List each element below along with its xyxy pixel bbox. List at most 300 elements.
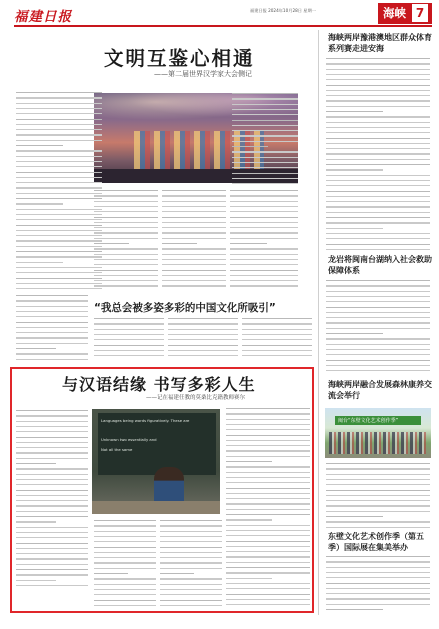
text-line [94, 573, 128, 574]
text-line [326, 588, 430, 589]
text-line [230, 206, 298, 207]
text-line [94, 201, 158, 202]
text-line [232, 141, 298, 142]
text-line [230, 201, 298, 202]
text-line [160, 525, 222, 526]
text-line [326, 185, 430, 186]
sidebar-headline-3 [328, 380, 432, 401]
text-line [16, 500, 88, 501]
text-line [16, 124, 102, 125]
text-line [232, 114, 298, 115]
text-line [232, 162, 298, 163]
text-line [94, 222, 158, 223]
text-line [326, 598, 430, 599]
text-line [94, 238, 158, 239]
text-line [230, 211, 298, 212]
text-line [230, 280, 298, 281]
text-line [326, 479, 430, 480]
text-line [16, 161, 102, 162]
text-line [230, 190, 298, 191]
text-line [326, 370, 430, 371]
text-line [226, 567, 310, 568]
text-line [16, 511, 88, 512]
text-line [242, 334, 312, 335]
text-line [226, 599, 310, 600]
page-number: 7 [412, 4, 428, 22]
text-line [226, 429, 310, 430]
text-line [16, 415, 88, 416]
text-line [160, 594, 222, 595]
sidebar-headline-1 [328, 33, 432, 54]
text-line [226, 514, 310, 515]
text-line [162, 195, 226, 196]
text-line [326, 291, 430, 292]
text-line [232, 183, 298, 184]
text-line [16, 225, 102, 226]
text-line [16, 468, 88, 469]
text-line [230, 232, 298, 233]
text-line [226, 578, 272, 579]
text-line [326, 572, 430, 573]
text-line [94, 285, 158, 286]
text-line [226, 488, 310, 489]
text-line [94, 578, 156, 579]
text-line [232, 135, 298, 136]
text-line [16, 150, 102, 151]
text-line [232, 98, 298, 99]
performer-figures [134, 131, 264, 169]
text-line [162, 217, 226, 218]
text-line [326, 338, 430, 339]
text-line [16, 300, 88, 301]
text-line [94, 350, 164, 351]
text-line [16, 442, 88, 443]
text-line [326, 238, 430, 239]
text-line [326, 527, 430, 528]
text-line [226, 583, 310, 584]
text-line [94, 264, 158, 265]
text-line [230, 195, 298, 196]
text-line [94, 275, 158, 276]
text-line [16, 580, 56, 581]
sidebar-divider [318, 30, 319, 615]
text-line [226, 519, 272, 520]
text-line [326, 322, 430, 323]
banner-text: 闽台“东壁文化艺术创作季” [338, 418, 399, 424]
text-line [168, 318, 238, 319]
text-line [230, 243, 267, 244]
text-line [232, 173, 298, 174]
text-line [94, 557, 156, 558]
text-line [168, 355, 238, 356]
text-line [162, 259, 226, 260]
text-line [226, 588, 310, 589]
text-line [232, 146, 268, 147]
text-line [160, 557, 222, 558]
text-line [232, 104, 298, 105]
text-line [16, 527, 88, 528]
text-line [94, 584, 156, 585]
text-line [16, 348, 56, 349]
text-line [94, 259, 158, 260]
text-line [326, 74, 430, 75]
text-line [16, 452, 88, 453]
text-line [16, 145, 63, 146]
text-line [16, 521, 56, 522]
text-line [242, 318, 312, 319]
text-line [16, 585, 88, 586]
text-line [16, 209, 102, 210]
text-line [94, 323, 164, 324]
text-line [16, 267, 102, 268]
text-line [16, 564, 88, 565]
text-line [16, 203, 63, 204]
text-line [16, 421, 88, 422]
text-line [168, 334, 238, 335]
text-line [226, 408, 310, 409]
text-line [326, 307, 430, 308]
text-line [326, 463, 430, 464]
text-line [16, 543, 88, 544]
text-line [226, 477, 310, 478]
text-line [94, 270, 158, 271]
text-line [94, 329, 164, 330]
text-line [94, 520, 156, 521]
text-line [16, 574, 88, 575]
text-line [226, 445, 310, 446]
sidebar-headline-2-text: 龙岩将闽南台湖纳入社会救助保障体系 [328, 255, 432, 275]
middle-title: “我总会被多姿多彩的中国文化所吸引” [94, 302, 276, 314]
text-line [160, 568, 222, 569]
text-line [226, 509, 310, 510]
text-line [16, 214, 102, 215]
text-line [16, 479, 88, 480]
text-line [16, 359, 88, 360]
text-line [16, 103, 102, 104]
text-line [326, 180, 430, 181]
text-line [16, 537, 88, 538]
text-line [16, 113, 102, 114]
board-text-2: Unknown two essentially and [101, 437, 157, 442]
sidebar-headline-2 [328, 255, 432, 276]
banner [335, 416, 421, 425]
text-line [16, 134, 102, 135]
text-line [16, 353, 88, 354]
text-line [160, 584, 222, 585]
text-line [16, 553, 88, 554]
text-line [230, 270, 298, 271]
board-text-1: Languages being words figuratively. These are [101, 418, 190, 423]
text-line [162, 206, 226, 207]
text-line [230, 259, 298, 260]
text-line [326, 249, 430, 250]
text-line [226, 556, 310, 557]
text-line [94, 195, 158, 196]
text-line [94, 254, 158, 255]
section-label: 海峡 [383, 6, 406, 20]
text-line [226, 435, 310, 436]
text-line [326, 100, 430, 101]
text-line [162, 280, 226, 281]
text-line [326, 354, 430, 355]
text-line [226, 482, 310, 483]
text-line [94, 600, 156, 601]
text-line [162, 201, 226, 202]
text-line [326, 301, 430, 302]
text-line [326, 175, 430, 176]
text-line [326, 63, 430, 64]
text-line [326, 116, 430, 117]
text-line [160, 605, 222, 606]
text-line [230, 275, 298, 276]
text-line [16, 97, 102, 98]
text-line [16, 516, 88, 517]
text-line [168, 323, 238, 324]
text-line [230, 248, 298, 249]
text-line [326, 206, 430, 207]
text-line [326, 505, 430, 506]
text-line [326, 212, 430, 213]
text-line [232, 178, 298, 179]
text-line [94, 339, 164, 340]
text-line [16, 474, 88, 475]
text-line [16, 322, 88, 323]
text-line [326, 577, 430, 578]
text-line [326, 201, 430, 202]
text-line [16, 311, 88, 312]
text-line [16, 437, 88, 438]
text-line [16, 332, 88, 333]
text-line [326, 296, 430, 297]
text-line [94, 217, 158, 218]
text-line [162, 243, 197, 244]
text-line [230, 254, 298, 255]
text-line [326, 365, 430, 366]
text-line [226, 535, 310, 536]
text-line [168, 345, 238, 346]
text-line [326, 333, 383, 334]
text-line [326, 511, 430, 512]
text-line [162, 232, 226, 233]
text-line [326, 233, 430, 234]
text-line [162, 190, 226, 191]
text-line [94, 552, 156, 553]
text-line [226, 456, 310, 457]
text-line [232, 93, 298, 94]
text-line [160, 547, 222, 548]
text-line [326, 191, 430, 192]
text-line [16, 187, 102, 188]
text-line [230, 264, 298, 265]
text-line [16, 140, 102, 141]
text-line [16, 193, 102, 194]
text-line [326, 521, 430, 522]
text-line [326, 85, 430, 86]
text-line [326, 593, 430, 594]
text-line [162, 248, 226, 249]
crowd-figures [329, 432, 427, 454]
text-line [16, 182, 102, 183]
feature-subtitle: ——记在福建任教的莫桑比克籍教师赛尔 [146, 395, 246, 401]
text-line [226, 419, 310, 420]
feature-photo [92, 409, 220, 514]
text-line [160, 541, 222, 542]
text-line [16, 295, 88, 296]
text-line [242, 323, 312, 324]
text-line [226, 525, 310, 526]
text-line [326, 143, 430, 144]
text-line [160, 552, 222, 553]
text-line [162, 285, 226, 286]
text-line [226, 503, 310, 504]
text-line [16, 272, 102, 273]
text-line [16, 548, 88, 549]
text-line [16, 327, 88, 328]
text-line [326, 228, 383, 229]
text-line [160, 562, 222, 563]
text-line [326, 244, 430, 245]
text-line [16, 251, 102, 252]
text-line [162, 227, 226, 228]
text-line [16, 410, 88, 411]
text-line [232, 109, 298, 110]
text-line [168, 339, 238, 340]
text-line [326, 484, 430, 485]
text-line [16, 505, 88, 506]
section-label-box [378, 3, 432, 24]
text-line [94, 232, 158, 233]
text-line [162, 254, 226, 255]
text-line [160, 573, 194, 574]
text-line [326, 344, 430, 345]
text-line [242, 345, 312, 346]
text-line [94, 280, 158, 281]
text-line [326, 122, 430, 123]
text-line [242, 350, 312, 351]
text-line [94, 605, 156, 606]
text-line [226, 541, 310, 542]
text-line [160, 531, 222, 532]
text-line [94, 536, 156, 537]
text-line [16, 278, 102, 279]
text-line [16, 262, 63, 263]
text-line [326, 169, 383, 170]
text-line [226, 424, 310, 425]
text-line [242, 339, 312, 340]
text-line [226, 546, 310, 547]
text-line [162, 238, 226, 239]
text-line [326, 609, 383, 610]
board-text-3: Not all the same [101, 447, 133, 452]
text-line [326, 583, 430, 584]
text-line [242, 355, 312, 356]
text-line [94, 243, 129, 244]
text-line [16, 316, 88, 317]
text-line [16, 235, 102, 236]
text-line [94, 589, 156, 590]
text-line [16, 490, 88, 491]
text-line [16, 532, 88, 533]
text-line [16, 240, 102, 241]
text-line [94, 248, 158, 249]
text-line [16, 426, 88, 427]
header-info: 福建日报 2024年10月28日 星期一 [250, 8, 316, 13]
text-line [16, 108, 102, 109]
text-line [326, 328, 430, 329]
text-line [226, 498, 310, 499]
text-line [232, 151, 298, 152]
text-line [16, 177, 102, 178]
lead-subtitle: ——第二届世界汉学家大会侧记 [154, 70, 252, 78]
text-line [160, 520, 222, 521]
desk [92, 501, 220, 514]
text-line [16, 431, 88, 432]
text-line [94, 355, 164, 356]
text-line [94, 547, 156, 548]
text-line [94, 334, 164, 335]
text-line [168, 329, 238, 330]
text-line [16, 219, 102, 220]
text-line [226, 466, 310, 467]
sidebar-headline-4 [328, 532, 432, 553]
text-line [230, 285, 298, 286]
blackboard [98, 413, 216, 475]
text-line [16, 337, 88, 338]
text-line [226, 413, 310, 414]
text-line [326, 95, 430, 96]
text-line [94, 206, 158, 207]
text-line [16, 447, 88, 448]
text-line [326, 222, 430, 223]
text-line [16, 569, 88, 570]
text-line [16, 306, 88, 307]
text-line [230, 238, 298, 239]
text-line [326, 58, 430, 59]
text-line [16, 166, 102, 167]
text-line [232, 167, 298, 168]
text-line [232, 157, 298, 158]
text-line [326, 567, 430, 568]
text-line [226, 440, 310, 441]
text-line [16, 458, 88, 459]
text-line [226, 572, 310, 573]
text-line [326, 90, 430, 91]
text-line [16, 283, 102, 284]
text-line [16, 92, 102, 93]
sidebar-headline-1-text: 海峡两岸豫港澳地区群众体育系列赛走进安海 [328, 33, 432, 53]
sidebar-headline-3-text: 海峡两岸融合发展森林康养交流会举行 [328, 380, 432, 400]
text-line [94, 531, 156, 532]
text-line [326, 69, 430, 70]
text-line [160, 536, 222, 537]
stage-floor [94, 169, 298, 183]
text-line [168, 350, 238, 351]
text-line [16, 484, 88, 485]
text-line [326, 495, 430, 496]
text-line [232, 130, 298, 131]
text-line [326, 556, 430, 557]
text-line [162, 275, 226, 276]
text-line [16, 246, 102, 247]
text-line [226, 551, 310, 552]
text-line [94, 318, 164, 319]
text-line [16, 156, 102, 157]
text-line [232, 120, 298, 121]
text-line [226, 530, 310, 531]
text-line [162, 270, 226, 271]
text-line [16, 172, 102, 173]
lead-title: 文明互鉴心相通 [104, 47, 255, 70]
